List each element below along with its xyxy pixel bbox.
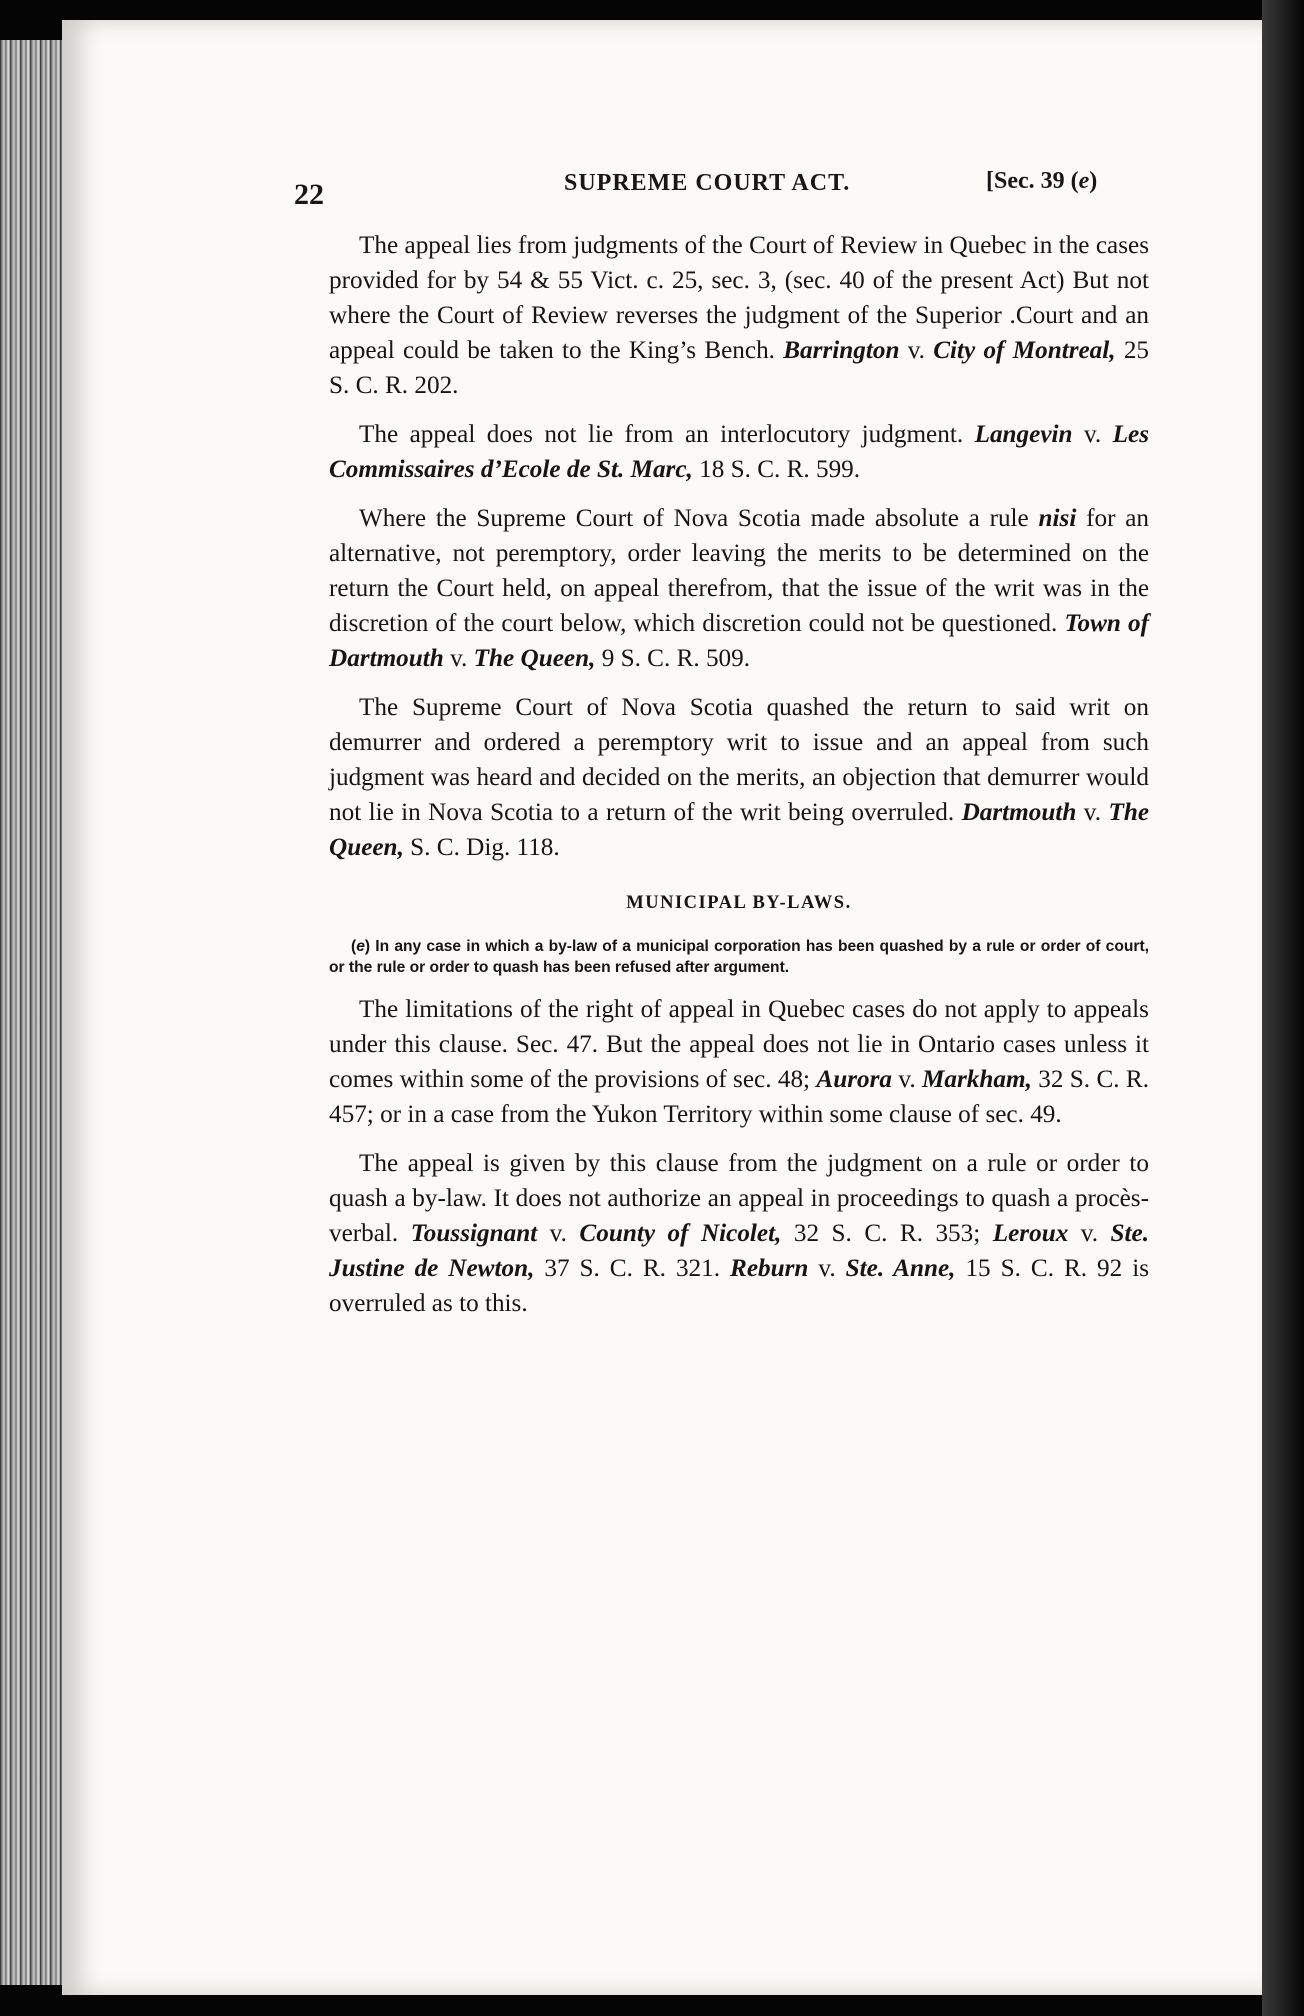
citation-text: S. C. Dig. 118.	[403, 834, 560, 861]
case-party: Langevin	[974, 421, 1073, 448]
page-number: 22	[294, 178, 324, 211]
citation-text: 37 S. C. R. 321.	[534, 1255, 721, 1282]
body-text	[329, 228, 1149, 1335]
citation-text: 9 S. C. R. 509.	[595, 645, 751, 672]
case-party: City of Montreal,	[933, 337, 1116, 364]
case-party: The Queen,	[329, 799, 1150, 861]
case-party: County of Nicolet,	[579, 1220, 782, 1247]
paragraph-nova-scotia-rule	[329, 501, 1149, 676]
section-ref-suffix: )	[1089, 168, 1098, 194]
clause-letter: e	[356, 938, 365, 955]
citation-text: 15 S. C. R. 92 is overruled as to this.	[329, 1255, 1150, 1317]
case-party: Les Commissaires d’Ecole de St. Marc,	[329, 421, 1150, 483]
binding-shadow	[1262, 0, 1304, 2016]
case-party: Leroux	[992, 1220, 1069, 1247]
citation-text: 18 S. C. R. 599.	[692, 456, 861, 483]
case-party: Barrington	[783, 337, 900, 364]
versus-text: v.	[808, 1255, 846, 1282]
case-party: Dartmouth	[961, 799, 1077, 826]
case-party: Town of Dartmouth	[329, 610, 1149, 672]
paragraph-interlocutory	[329, 417, 1149, 487]
versus-text: v.	[899, 337, 934, 364]
clause-open: (	[351, 938, 357, 955]
case-party: Ste. Anne,	[845, 1255, 956, 1282]
latin-term: nisi	[1038, 505, 1077, 532]
section-heading: MUNICIPAL BY-LAWS.	[626, 893, 852, 913]
citation-text: 32 S. C. R. 457; or in a case from the Yukon Territory within some clause of sec. 49.	[329, 1066, 1149, 1128]
paragraph-text: Where the Supreme Court of Nova Scotia made absolute a rule	[359, 505, 1029, 532]
paragraph-demurrer	[329, 690, 1149, 865]
versus-text: v.	[443, 645, 474, 672]
paragraph-text: The Supreme Court of Nova Scotia quashed the return to said writ on demurrer and ordered a peremptory writ to issue and an appeal from such judgment was heard and decided on the merits, an objection that demurrer would not lie in Nova Scotia to a return of the writ being overruled.	[329, 694, 1149, 826]
case-party: Ste. Justine de Newton,	[329, 1220, 1149, 1282]
paragraph-text: The appeal is given by this clause from the judgment on a rule or order to quash a by-law. It does not authorize an appeal in proceedings to quash a procès-verbal.	[329, 1150, 1149, 1247]
section-ref-prefix: [Sec. 39 (	[986, 168, 1079, 194]
section-ref-letter: e	[1078, 168, 1090, 194]
versus-text: v.	[1076, 799, 1109, 826]
paragraph-proces-verbal	[329, 1146, 1149, 1321]
case-party: Aurora	[816, 1066, 893, 1093]
paragraph-limitations	[329, 992, 1149, 1132]
paragraph-review-appeal	[329, 228, 1149, 403]
case-party: Markham,	[922, 1066, 1032, 1093]
clause-text: ) In any case in which a by-law of a municipal corporation has been quashed by a rule or order of court, or the rule or order to quash has been refused after argument.	[329, 938, 1149, 976]
section-reference	[986, 168, 1097, 195]
citation-text: 32 S. C. R. 353;	[781, 1220, 981, 1247]
running-head	[286, 160, 1126, 220]
citation-text: 25 S. C. R. 202.	[329, 337, 1150, 399]
paragraph-text: The limitations of the right of appeal in Quebec cases do not apply to appeals under this clause. Sec. 47. But the appeal does not lie in Ontario cases unless it comes within some of the provisions of sec. 48;	[329, 996, 1149, 1093]
versus-text: v.	[1072, 421, 1113, 448]
paragraph-text: The appeal lies from judgments of the Court of Review in Quebec in the cases provided for by 54 & 55 Vict. c. 25, sec. 3, (sec. 40 of the present Act) But not where the Court of Review reverses the judgment of the Superior .Court and an appeal could be taken to the King’s Bench.	[329, 232, 1149, 364]
case-party: Reburn	[730, 1255, 809, 1282]
paragraph-text: The appeal does not lie from an interlocutory judgment.	[359, 421, 964, 448]
versus-text: v.	[1068, 1220, 1111, 1247]
statutory-clause	[329, 936, 1149, 978]
versus-text: v.	[892, 1066, 922, 1093]
case-party: The Queen,	[473, 645, 596, 672]
versus-text: v.	[537, 1220, 580, 1247]
case-party: Toussignant	[410, 1220, 538, 1247]
paragraph-text: for an alternative, not peremptory, order leaving the merits to be determined on the return the Court held, on appeal therefrom, that the issue of the writ was in the discretion of the court below, which discretion could not be questioned.	[329, 505, 1149, 637]
running-title: SUPREME COURT ACT.	[564, 170, 851, 196]
